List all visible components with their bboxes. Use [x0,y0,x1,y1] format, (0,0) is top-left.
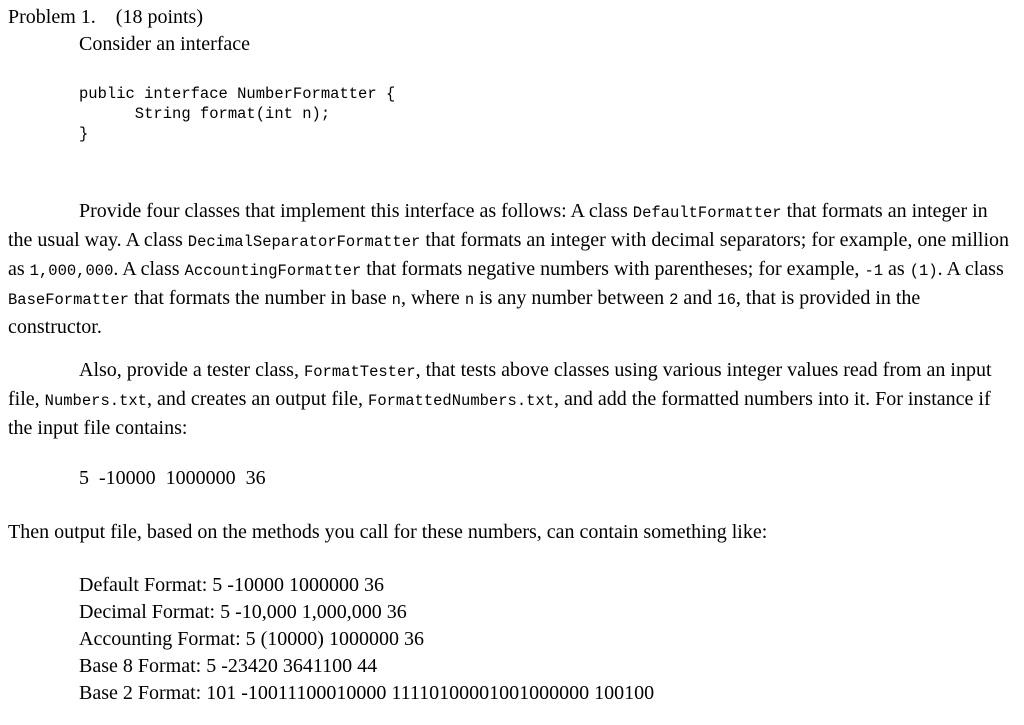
text-run: that formats negative numbers with parentheses; for example, [361,258,865,280]
code-parentheses-example: (1) [909,262,938,280]
text-run: . A class [937,258,1004,280]
code-numbers-file: Numbers.txt [44,392,147,410]
code-line: String format(int n); [79,105,331,123]
problem-label: Problem 1. [8,6,96,28]
text-run: , and add the formatted numbers into it. For instance if the input file contains: [8,388,991,439]
output-line-base8: Base 8 Format: 5 -23420 3641100 44 [79,655,378,677]
text-run: that formats an integer with decimal separators; for example, one million as [8,229,1010,280]
output-example [79,572,654,707]
code-two: 2 [669,291,679,309]
code-negative-example: -1 [864,262,884,280]
text-run: Also, provide a tester class, [79,359,304,381]
code-n: n [464,291,475,309]
code-million-example: 1,000,000 [29,262,114,280]
text-run: Provide four classes that implement this interface as follows: A class [79,200,633,222]
text-run: as [883,258,910,280]
interface-code-block [79,84,395,144]
problem-header [8,5,203,29]
code-format-tester: FormatTester [303,363,416,381]
text-run: , that tests above classes using various integer values read from an input file, [8,359,992,410]
code-base-formatter: BaseFormatter [8,291,129,309]
output-line-accounting: Accounting Format: 5 (10000) 1000000 36 [79,628,424,650]
code-n: n [391,291,401,309]
code-decimal-separator-formatter: DecimalSeparatorFormatter [187,233,421,251]
tester-paragraph [8,357,1016,442]
requirements-paragraph [8,198,1016,341]
text-run: . A class [113,258,185,280]
output-line-base2: Base 2 Format: 101 -10011100010000 11110100001001000000 100100 [79,682,655,704]
text-run: is any number between [474,287,670,309]
code-formatted-numbers-file: FormattedNumbers.txt [368,392,555,410]
text-run: and [678,287,718,309]
code-sixteen: 16 [717,291,736,309]
output-intro-text: Then output file, based on the methods you call for these numbers, can contain something like: [8,521,768,543]
problem-intro: Consider an interface [79,33,251,55]
text-run: , and creates an output file, [146,388,369,410]
code-default-formatter: DefaultFormatter [632,204,782,222]
output-line-default: Default Format: 5 -10000 1000000 36 [79,574,384,596]
output-line-decimal: Decimal Format: 5 -10,000 1,000,000 36 [79,601,407,623]
code-accounting-formatter: AccountingFormatter [184,262,362,280]
input-example: 5 -10000 1000000 36 [79,467,266,489]
code-line: public interface NumberFormatter { [79,85,396,103]
text-run: that formats the number in base [128,287,392,309]
text-run: , where [400,287,465,309]
text-run: that formats an integer in the usual way. A class [8,200,988,251]
code-line: } [79,125,89,143]
text-run: , that is provided in the constructor. [8,287,921,338]
problem-points: (18 points) [115,6,203,28]
